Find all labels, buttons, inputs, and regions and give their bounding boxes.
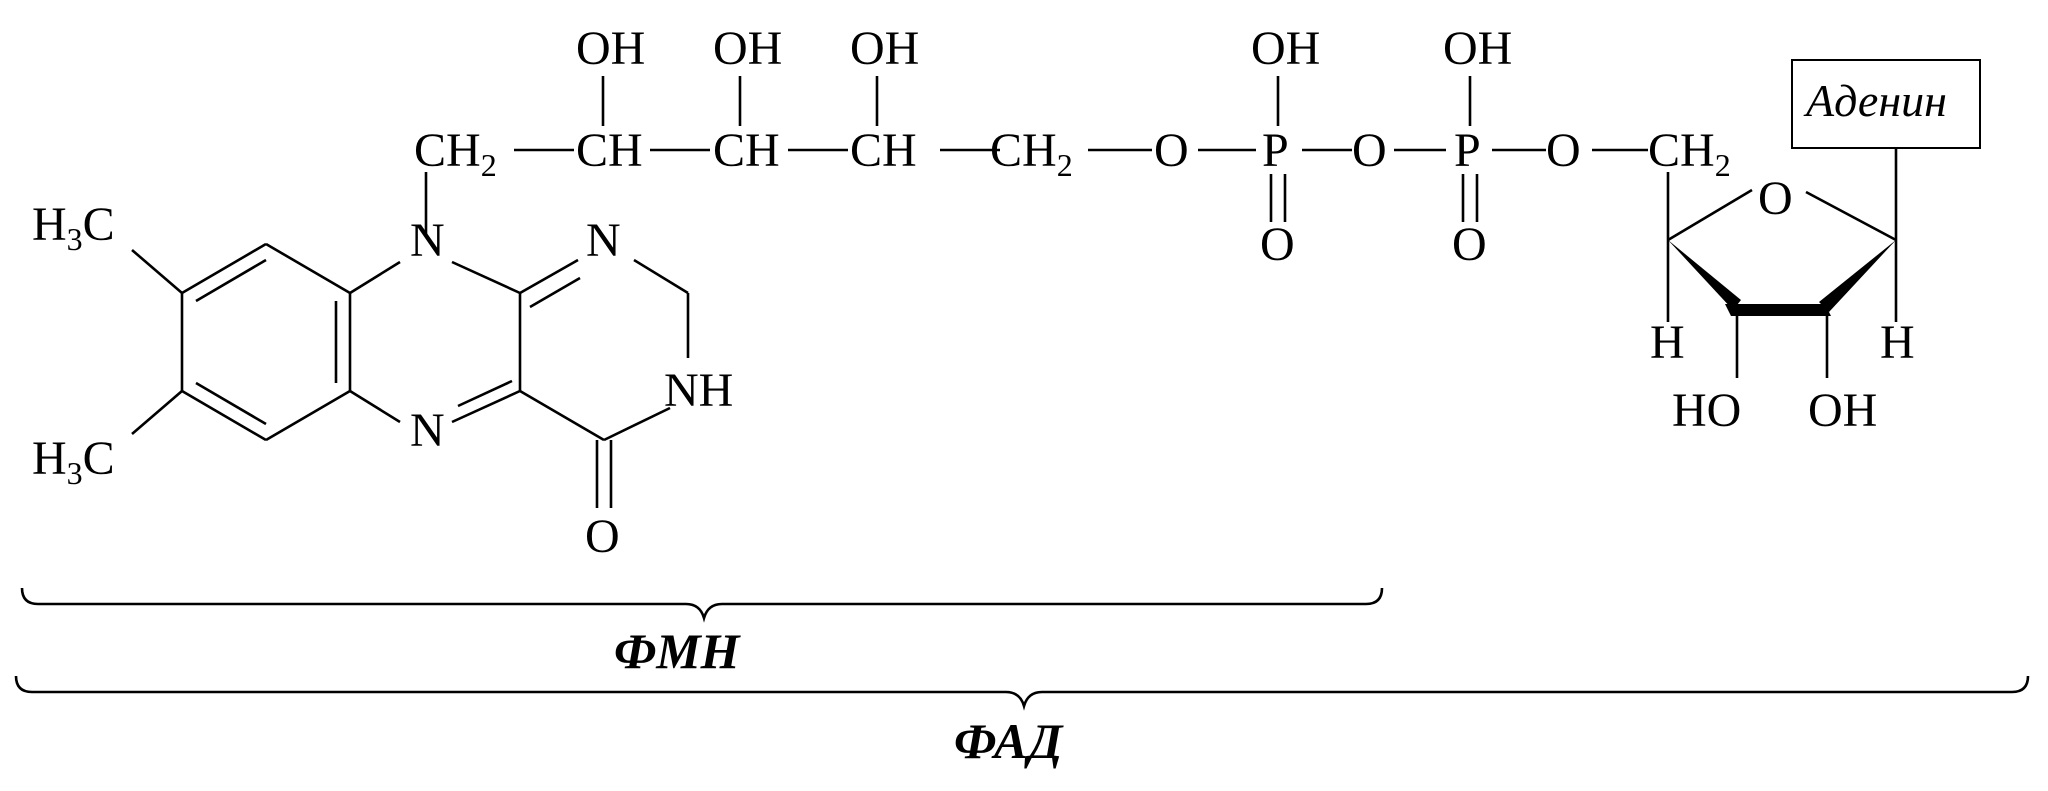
- hydroxyl-2: OH: [713, 22, 783, 75]
- bridge-oxygen-1: O: [1154, 124, 1189, 177]
- hydroxyl-1: OH: [576, 22, 646, 75]
- ribose-hydroxyl-right: OH: [1808, 384, 1878, 437]
- methyl-lower: $H_3C$: [32, 432, 115, 491]
- methyl-upper: $H_3C$: [32, 198, 115, 257]
- chain-ch-3: CH: [850, 124, 917, 177]
- ribose-h-left: H: [1650, 316, 1685, 369]
- phosphorus-2: P: [1454, 124, 1481, 177]
- hydroxyl-3: OH: [850, 22, 920, 75]
- phosphorus-1: P: [1262, 124, 1289, 177]
- atom-labels: [32, 22, 1915, 563]
- adenine-label: Аденин: [1806, 75, 1947, 126]
- carbonyl-oxygen: O: [585, 510, 620, 563]
- chain-ch-2: CH: [713, 124, 780, 177]
- ribose-ch2: $CH_2$: [1648, 124, 1731, 183]
- bridge-oxygen-2: O: [1352, 124, 1387, 177]
- fad-brace: [16, 676, 2028, 769]
- bridge-oxygen-3: O: [1546, 124, 1581, 177]
- ribose-ring-oxygen: O: [1758, 172, 1793, 225]
- adenine-box: [1792, 60, 1980, 148]
- fad-label: ФАД: [954, 713, 1063, 769]
- phosphate-o-2: O: [1452, 218, 1487, 271]
- phosphate-oh-2: OH: [1443, 22, 1513, 75]
- ribose-h-right: H: [1880, 316, 1915, 369]
- chain-ch2-1: $CH_2$: [414, 124, 497, 183]
- nitrogen-nh: NH: [664, 364, 734, 417]
- fmn-brace: [22, 588, 1382, 679]
- phosphate-oh-1: OH: [1251, 22, 1321, 75]
- phosphate-o-1: O: [1260, 218, 1295, 271]
- chain-ch2-2: $CH_2$: [990, 124, 1073, 183]
- nitrogen-n5: N: [410, 404, 445, 457]
- nitrogen-n10: N: [410, 214, 445, 267]
- chain-ch-1: CH: [576, 124, 643, 177]
- nitrogen-n1: N: [586, 214, 621, 267]
- fmn-label: ФМН: [614, 623, 740, 679]
- ribose-hydroxyl-left: HO: [1672, 384, 1742, 437]
